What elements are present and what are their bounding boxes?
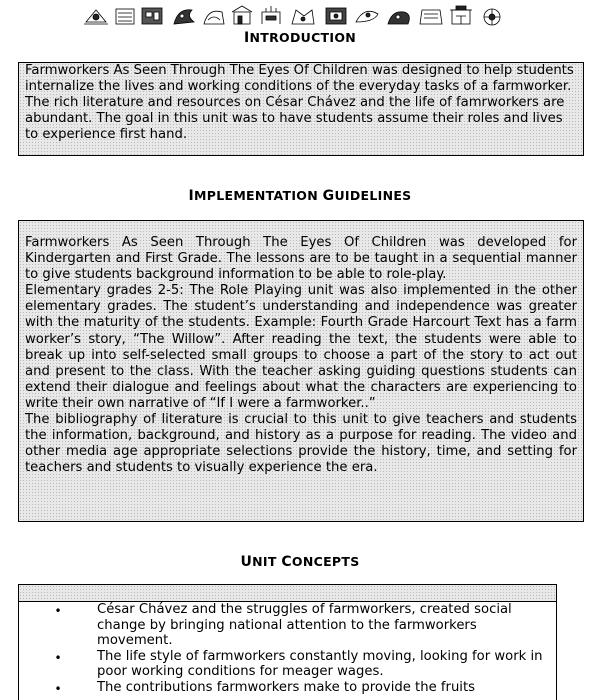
bullet-icon: • — [54, 650, 62, 665]
glyph-ornament-13 — [450, 6, 472, 24]
glyph-ornament-14 — [484, 9, 500, 25]
glyph-ornament-8 — [292, 10, 314, 24]
impl-title-rest-1: MPLEMENTATION — [194, 188, 323, 203]
glyph-ornament-1 — [84, 10, 108, 24]
list-item — [19, 680, 556, 697]
glyph-ornament-9 — [326, 8, 346, 24]
introduction-heading — [0, 30, 600, 46]
concepts-table — [18, 602, 557, 700]
implementation-box — [18, 220, 584, 522]
intro-title-initial: I — [243, 30, 250, 46]
glyph-ornament-12 — [420, 10, 442, 24]
concept-text: The contributions farmworkers make to provide the fruits — [97, 679, 476, 695]
implementation-paragraph-2: Elementary grades 2-5: The Role Playing unit was also implemented in the other elementary grades. The student’s understanding and independence was greater with the maturity of the students. Example: Fourth Grade Harcourt Text has a farm worker’s story, “The Willow”. After reading the text, the students were able to break up into self-selected small groups to choose a part of the story to act out and present to the class. With the teacher asking guiding questions students can extend their dialogue and feelings about what the characters are experiencing to write their own narrative of “If I were a farmworker..” — [25, 283, 577, 411]
concept-text: The life style of farmworkers constantly moving, looking for work in poor working conditions for meager wages. — [97, 648, 543, 680]
glyph-ornament-5 — [204, 11, 224, 24]
glyph-ornament-7 — [262, 6, 280, 24]
glyph-ornament-11 — [388, 12, 409, 24]
decorative-glyph-border — [82, 2, 522, 30]
bullet-icon: • — [54, 681, 62, 696]
introduction-box — [18, 62, 584, 156]
glyph-ornament-6 — [232, 6, 252, 24]
glyph-ornament-10 — [356, 11, 378, 22]
concepts-title-initial-2: C — [281, 554, 292, 570]
concepts-title-initial-1: U — [240, 554, 253, 570]
bullet-icon: • — [54, 604, 62, 618]
unit-concepts-heading — [0, 554, 600, 570]
glyph-ornament-2 — [116, 9, 134, 24]
list-item — [19, 649, 556, 680]
impl-title-rest-2: UIDELINES — [334, 188, 412, 203]
implementation-paragraph-3: The bibliography of literature is crucial to this unit to give teachers and students the information, background, and history as a purpose for reading. The video and other media age appropriate selections provide the history, time, and setting for teachers and students to visually experience the era. — [25, 412, 577, 476]
concept-text: César Chávez and the struggles of farmworkers, created social change by bringing national attention to the farmworkers movement. — [97, 602, 512, 649]
concepts-title-rest-2: ONCEPTS — [291, 554, 360, 569]
concepts-title-rest-1: NIT — [252, 554, 282, 569]
implementation-heading — [0, 188, 600, 204]
implementation-paragraph-1: Farmworkers As Seen Through The Eyes Of Children was developed for Kindergarten and First Grade. The lessons are to be taught in a sequential manner to give students background information to be able to role-play. — [25, 235, 577, 283]
impl-title-initial-1: I — [188, 188, 195, 204]
concepts-table-header — [18, 584, 557, 602]
list-item — [19, 602, 556, 649]
glyph-ornament-4 — [174, 10, 194, 24]
introduction-text: Farmworkers As Seen Through The Eyes Of Children was designed to help students internalize the lives and working conditions of the everyday tasks of a farmworker. The rich literature and resources on César Chávez and the life of famrworkers are abundant. The goal in this unit was to have students assume their roles and lives to experience first hand. — [25, 63, 574, 143]
impl-title-initial-2: G — [322, 188, 335, 204]
intro-title-rest: NTRODUCTION — [249, 30, 357, 45]
glyph-ornament-3 — [142, 8, 162, 24]
